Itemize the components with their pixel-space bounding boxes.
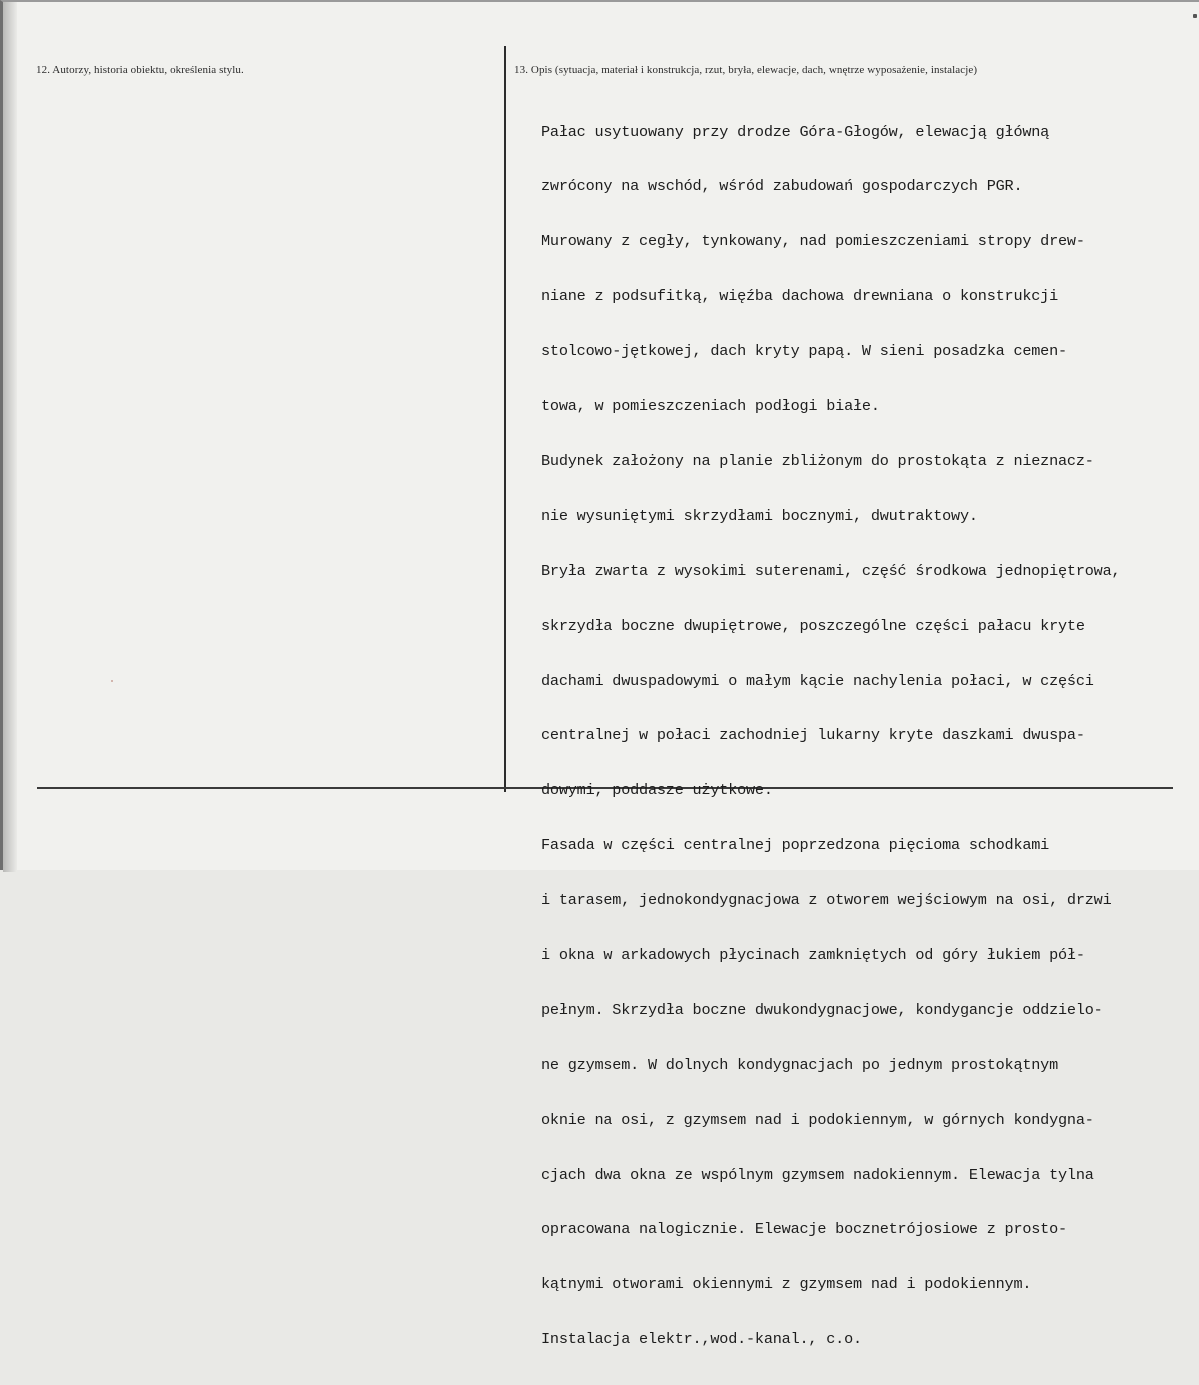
text-line: i okna w arkadowych płycinach zamkniętych od góry łukiem pół- — [541, 945, 1085, 964]
text-line: dachami dwuspadowymi o małym kącie nachylenia połaci, w części — [541, 671, 1094, 690]
text-line: towa, w pomieszczeniach podłogi białe. — [541, 397, 880, 416]
text-line: Fasada w części centralnej poprzedzona pięcioma schodkami — [541, 836, 1050, 855]
field-13-typed-text — [541, 86, 1120, 1385]
field-12-label: 12. Autorzy, historia obiektu, określenia stylu. — [36, 64, 244, 76]
field-13-label: 13. Opis (sytuacja, materiał i konstrukcja, rzut, bryła, elewacje, dach, wnętrze wyposażenie, instalacje) — [514, 64, 978, 76]
text-line: Murowany z cegły, tynkowany, nad pomieszczeniami stropy drew- — [541, 232, 1085, 251]
text-line: niane z podsufitką, więźba dachowa drewniana o konstrukcji — [541, 287, 1059, 306]
text-line: dowymi, poddasze użytkowe. — [541, 781, 773, 800]
text-line: ne gzymsem. W dolnych kondygnacjach po jednym prostokątnym — [541, 1055, 1059, 1074]
text-line: zwrócony na wschód, wśród zabudowań gospodarczych PGR. — [541, 177, 1023, 196]
text-line: Pałac usytuowany przy drodze Góra-Głogów, elewacją główną — [541, 122, 1050, 141]
text-line: Instalacja elektr.,wod.-kanal., c.o. — [541, 1330, 862, 1349]
text-line: cjach dwa okna ze wspólnym gzymsem nadokiennym. Elewacja tylna — [541, 1165, 1094, 1184]
text-line: Bryła zwarta z wysokimi suterenami, część środkowa jednopiętrowa, — [541, 561, 1121, 580]
column-divider — [504, 46, 506, 792]
text-line: Budynek założony na planie zbliżonym do prostokąta z nieznacz- — [541, 451, 1094, 470]
text-line: stolcowo-jętkowej, dach kryty papą. W sieni posadzka cemen- — [541, 342, 1067, 361]
text-line: skrzydła boczne dwupiętrowe, poszczególne części pałacu kryte — [541, 616, 1085, 635]
scan-mark — [1193, 14, 1197, 18]
text-line: i tarasem, jednokondygnacjowa z otworem wejściowym na osi, drzwi — [541, 891, 1112, 910]
text-line: oknie na osi, z gzymsem nad i podokiennym, w górnych kondygna- — [541, 1110, 1094, 1129]
paper-speck — [111, 680, 113, 682]
text-line: pełnym. Skrzydła boczne dwukondygnacjowe, kondygancje oddzielo- — [541, 1000, 1103, 1019]
scan-edge — [3, 2, 17, 872]
text-line: kątnymi otworami okiennymi z gzymsem nad i podokiennym. — [541, 1275, 1032, 1294]
text-line: opracowana nalogicznie. Elewacje bocznetrójosiowe z prosto- — [541, 1220, 1067, 1239]
text-line: centralnej w połaci zachodniej lukarny kryte daszkami dwuspa- — [541, 726, 1085, 745]
text-line: nie wysuniętymi skrzydłami bocznymi, dwutraktowy. — [541, 506, 978, 525]
